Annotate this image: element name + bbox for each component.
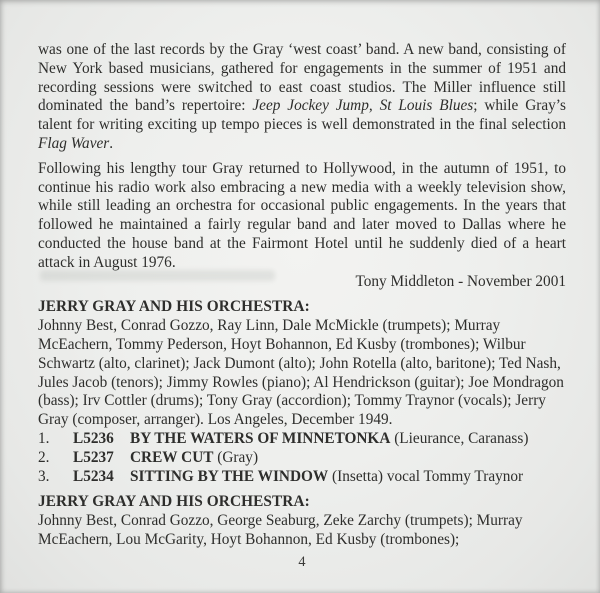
personnel-list-1949: Johnny Best, Conrad Gozzo, Ray Linn, Dale McMickle (trumpets); Murray McEachern, Tommy Pederson, Hoyt Bohannon, Ed Kusby (trombones); Wilbur Schwartz (alto, clarinet); Jack Dumont (alto); John Rotella (alto, baritone); Ted Nash, Jules Jacob (tenors); Jimmy Rowles (piano); Al Hendrickson (guitar); Joe Mondragon (bass); Irv Cottler (drums); Tony Gray (accordion); Tommy Traynor (vocals); Jerry Gray (composer, arranger). Los Angeles, December 1949. xyxy=(38,317,564,429)
paragraph-gray-later-years: Following his lengthy tour Gray returned to Hollywood, in the autumn of 1951, to continue his radio work also embracing a new media with a weekly television show, while still leading an orchestra for occasional public engagements. In the years that followed he maintained a fairly regular band and later moved to Dallas where he conducted the house band at the Fairmont Hotel until he suddenly died of a heart attack in August 1976. xyxy=(38,159,566,271)
track-detail: (Lieurance, Caranass) xyxy=(390,429,529,447)
attribution-line: Tony Middleton - November 2001 xyxy=(355,272,566,290)
catalog-number: L5237 xyxy=(73,448,114,466)
section-heading-orchestra-second: JERRY GRAY AND HIS ORCHESTRA: xyxy=(38,493,310,511)
page-number: 4 xyxy=(298,553,306,570)
catalog-number: L5234 xyxy=(73,467,114,485)
track-title: CREW CUT xyxy=(130,448,214,466)
track-detail: (Insetta) vocal Tommy Traynor xyxy=(328,467,524,485)
track-row xyxy=(38,468,566,487)
track-list xyxy=(38,430,566,486)
personnel-list-second: Johnny Best, Conrad Gozzo, George Seaburg, Zeke Zarchy (trumpets); Murray McEachern, Lou McGarity, Hoyt Bohannon, Ed Kusby (trombones); xyxy=(38,512,523,548)
track-detail: (Gray) xyxy=(213,448,259,466)
track-number: 3. xyxy=(38,467,50,485)
track-title: BY THE WATERS OF MINNETONKA xyxy=(130,429,391,447)
paragraph-band-history: was one of the last records by the Gray ‘west coast’ band. A new band, consisting of New York based musicians, gathered for engagements in the summer of 1951 and recording sessions were switched to east coast studios. The Miller influence still dominated the band’s repertoire: Jeep Jockey Jump, St Louis Blues; while Gray’s talent for writing exciting up tempo pieces is well demonstrated in the final selection Flag Waver. xyxy=(38,41,566,152)
track-number: 2. xyxy=(38,448,50,466)
catalog-number: L5236 xyxy=(73,429,114,447)
track-number: 1. xyxy=(38,429,50,447)
track-title: SITTING BY THE WINDOW xyxy=(130,467,329,485)
track-row xyxy=(38,430,566,449)
track-row xyxy=(38,449,566,468)
section-heading-orchestra-1949: JERRY GRAY AND HIS ORCHESTRA: xyxy=(38,298,310,316)
